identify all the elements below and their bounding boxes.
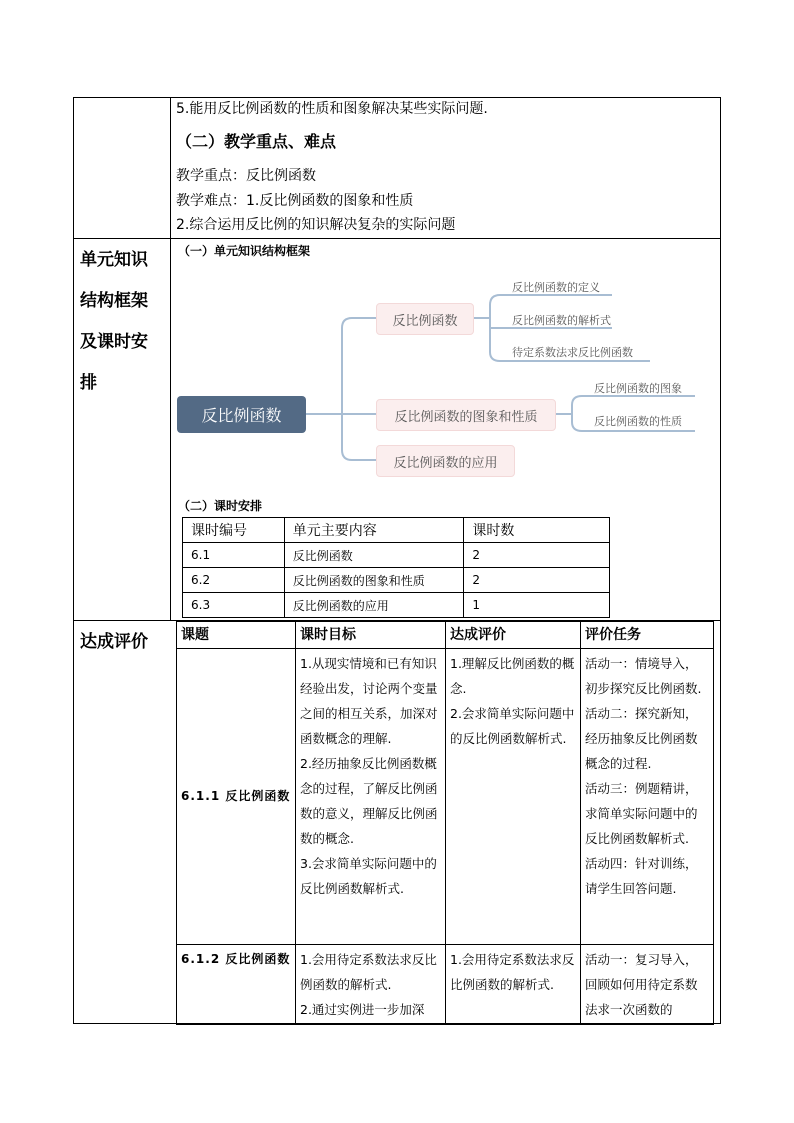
schedule-header-row [183,518,610,543]
goal-item: 3.会求简单实际问题中的反比例函数解析式. [300,856,437,896]
schedule-cell: 6.2 [183,568,285,593]
table-row [177,649,714,945]
mindmap-branch-2: 反比例函数的图象和性质 [376,399,556,431]
task-item: 活动二：探究新知，经历抽象反比例函数概念的过程. [585,706,698,771]
lesson-cell [177,945,296,1025]
evaluation-side-label: 达成评价 [80,632,148,652]
assessment-cell [446,945,581,1025]
lesson-cell [177,649,296,945]
side-label-line: 单元知识 [80,250,148,270]
goal-item: 1.会用待定系数法求反比例函数的解析式. [300,952,437,992]
assessment-item: 1.理解反比例函数的概念. [450,656,575,696]
assessment-item: 1.会用待定系数法求反比例函数的解析式. [450,952,575,992]
side-label-line: 及课时安 [80,332,148,352]
tasks-cell [581,649,714,945]
assessment-item: 2.会求简单实际问题中的反比例函数解析式. [450,706,575,746]
schedule-header-cell: 课时编号 [183,518,285,543]
section-heading: （二）教学重点、难点 [176,132,337,151]
lesson-title: 6.1.2 反比例函数 [181,952,291,966]
mindmap-branch-3: 反比例函数的应用 [376,445,515,477]
evaluation-header-cell: 课题 [177,622,296,649]
schedule-title: （二）课时安排 [178,499,263,513]
schedule-cell: 1 [464,593,610,618]
connector-branch-1 [342,318,376,414]
table-row [183,593,610,618]
schedule-table [182,517,610,618]
table-row [183,568,610,593]
task-item: 活动一：复习导入，回顾如何用待定系数法求一次函数的 [585,952,698,1017]
schedule-cell: 6.3 [183,593,285,618]
goal-item: 1.从现实情境和已有知识经验出发，讨论两个变量之间的相互关系，加深对函数概念的理解. [300,656,438,746]
evaluation-header-cell: 课时目标 [296,622,446,649]
schedule-cell: 2 [464,543,610,568]
framework-title: （一）单元知识结构框架 [178,244,311,258]
schedule-cell: 反比例函数的应用 [284,593,464,618]
schedule-cell: 反比例函数的图象和性质 [284,568,464,593]
goals-cell [296,945,446,1025]
mindmap-leaf: 待定系数法求反比例函数 [512,346,633,359]
mindmap-leaf: 反比例函数的定义 [512,281,600,294]
schedule-cell: 2 [464,568,610,593]
schedule-cell: 反比例函数 [284,543,464,568]
lesson-title: 6.1.1 反比例函数 [181,789,291,803]
side-label-line: 结构框架 [80,291,148,311]
evaluation-header-cell: 达成评价 [446,622,581,649]
mindmap-leaf: 反比例函数的解析式 [512,314,611,327]
evaluation-header-row [177,622,714,649]
assessment-cell [446,649,581,945]
connector-branch-3 [342,414,376,460]
evaluation-header-cell: 评价任务 [581,622,714,649]
goal-item: 2.通过实例进一步加深 [300,1002,425,1017]
evaluation-table [176,621,714,1025]
task-item: 活动三：例题精讲，求简单实际问题中的反比例函数解析式. [585,781,698,846]
connector-leaf-2a [554,396,695,414]
objective-5: 5.能用反比例函数的性质和图象解决某些实际问题. [176,101,488,117]
goal-item: 2.经历抽象反比例函数概念的过程，了解反比例函数的意义，理解反比例函数的概念. [300,756,438,846]
mindmap-root: 反比例函数 [177,396,306,433]
schedule-header-cell: 课时数 [464,518,610,543]
difficult-point-2: 2.综合运用反比例的知识解决复杂的实际问题 [176,217,456,233]
table-row [177,945,714,1025]
side-label-line: 排 [80,373,97,393]
task-item: 活动四：针对训练，请学生回答问题. [585,856,698,896]
table-row [183,543,610,568]
tasks-cell [581,945,714,1025]
schedule-header-cell: 单元主要内容 [284,518,464,543]
schedule-cell: 6.1 [183,543,285,568]
mindmap-branch-1: 反比例函数 [376,303,474,335]
mindmap-leaf: 反比例函数的图象 [594,382,682,395]
task-item: 活动一：情境导入，初步探究反比例函数. [585,656,702,696]
mindmap-leaf: 反比例函数的性质 [594,415,682,428]
difficult-point-1: 教学难点：1.反比例函数的图象和性质 [176,193,414,209]
goals-cell [296,649,446,945]
key-point: 教学重点：反比例函数 [176,168,316,184]
